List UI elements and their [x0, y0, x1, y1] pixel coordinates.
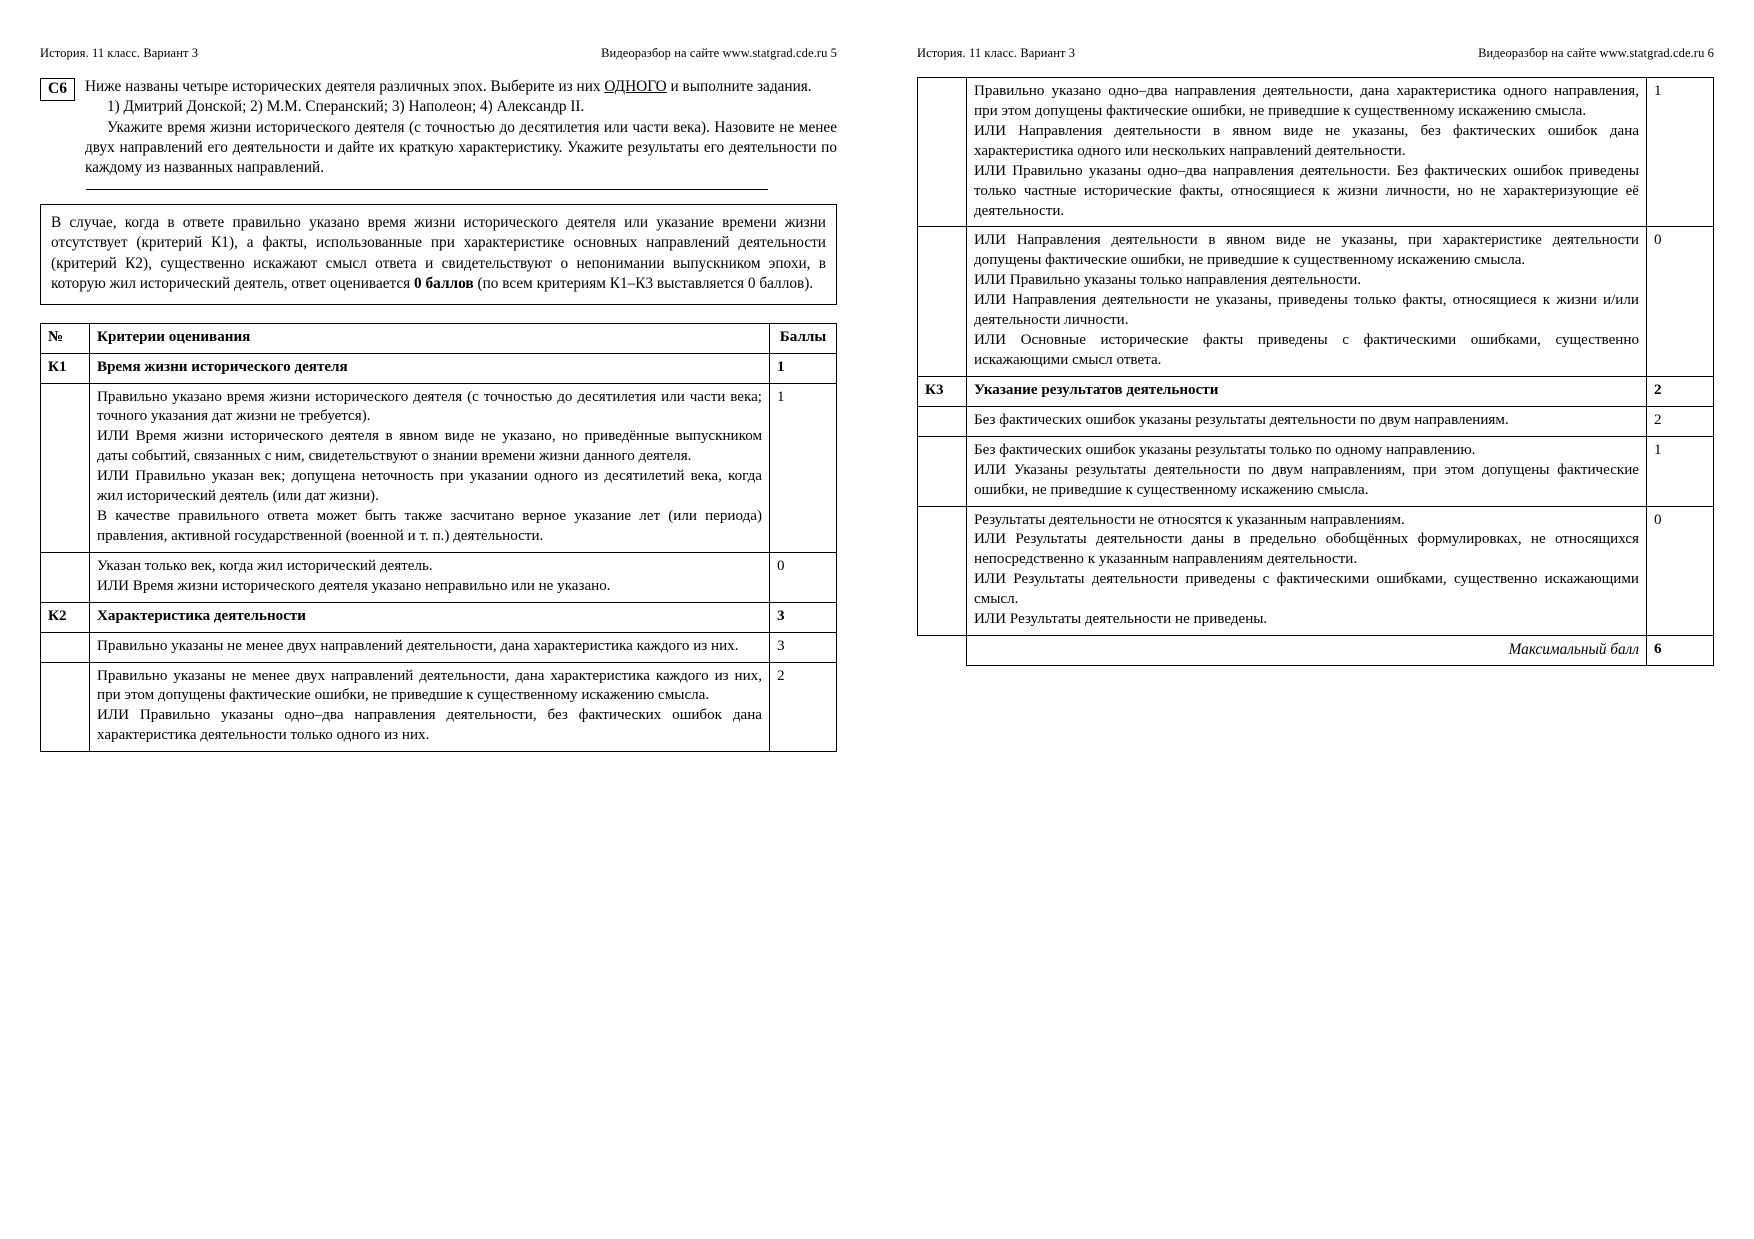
- scoring-note-box: [40, 204, 837, 305]
- table-row: [41, 662, 837, 752]
- row-text-line: Без фактических ошибок указаны результаты только по одному направлению.: [974, 441, 1476, 458]
- row-text-line: ИЛИ Правильно указаны одно–два направления деятельности. Без фактических ошибок приведены только частные исторические факты, относящиеся к жизни личности, но не характеризующие её деятельности.: [974, 162, 1639, 219]
- row-text-line: ИЛИ Направления деятельности в явном виде не указаны, при характеристике деятельности допущены фактические ошибки, не приведшие к существенному искажению смысла.: [974, 232, 1639, 269]
- table-header-row: [41, 323, 837, 353]
- row-text: [967, 406, 1647, 436]
- row-num-k2: К2: [41, 602, 90, 632]
- row-score: 3: [770, 632, 837, 662]
- row-text: [967, 227, 1647, 376]
- task-block: [40, 77, 837, 179]
- running-head-left: [40, 46, 837, 61]
- task-divider-rule: [86, 189, 768, 190]
- row-text: [967, 436, 1647, 506]
- table-row: [918, 406, 1714, 436]
- row-score: 2: [770, 662, 837, 752]
- task-line-2: 1) Дмитрий Донской; 2) М.М. Сперанский; 3) Наполеон; 4) Александр II.: [106, 98, 585, 116]
- table-row-k1-title: [41, 353, 837, 383]
- table-row: [41, 552, 837, 602]
- max-score-label: Максимальный балл: [967, 636, 1647, 666]
- row-text: [90, 632, 770, 662]
- row-title-k2: Характеристика деятельности: [90, 602, 770, 632]
- row-num-empty: [918, 506, 967, 636]
- row-text-line: Результаты деятельности не относятся к указанным направлениям.: [974, 511, 1405, 528]
- row-text-line: ИЛИ Время жизни исторического деятеля указано неправильно или не указано.: [97, 577, 611, 594]
- max-score-value: 6: [1647, 636, 1714, 666]
- scoring-note-text: В случае, когда в ответе правильно указано время жизни исторического деятеля или указание времени жизни отсутствует (критерий К1), а факты, использованные при характеристике основных направлений деятельности (критерий К2), существенно искажают смысл ответа и свидетельствуют о непонимании выпускником эпохи, в которую жил исторический деятель, ответ оценивается 0 баллов (по всем критериям К1–К3 выставляется 0 баллов).: [51, 213, 826, 293]
- row-num-empty: [918, 78, 967, 227]
- criteria-table-left: [40, 323, 837, 753]
- task-code-badge: С6: [40, 78, 75, 101]
- table-row-max-score: [918, 636, 1714, 666]
- row-num-empty: [41, 552, 90, 602]
- row-score: 1: [770, 383, 837, 552]
- row-text-line: ИЛИ Результаты деятельности не приведены.: [974, 611, 1268, 628]
- row-text-line: ИЛИ Время жизни исторического деятеля в явном виде не указано, но приведённые выпускником даты событий, связанных с ним, свидетельствуют о знании времени жизни данного деятеля.: [97, 428, 762, 465]
- row-num-empty: [918, 227, 967, 376]
- row-text-line: Без фактических ошибок указаны результаты деятельности по двум направлениям.: [974, 411, 1509, 428]
- task-text: [85, 77, 837, 179]
- criteria-table-right: [917, 77, 1714, 666]
- row-score: 0: [1647, 506, 1714, 636]
- row-text: [90, 383, 770, 552]
- running-head-right-text: Видеоразбор на сайте www.statgrad.cde.ru 6: [1478, 46, 1714, 60]
- row-num-k1: К1: [41, 353, 90, 383]
- row-num-k3: К3: [918, 376, 967, 406]
- row-text-line: ИЛИ Результаты деятельности приведены с фактическими ошибками, существенно искажающими смысл.: [974, 571, 1639, 608]
- header-criteria: Критерии оценивания: [90, 323, 770, 353]
- table-row: [918, 78, 1714, 227]
- row-text-line: ИЛИ Правильно указан век; допущена неточность при указании одного из десятилетий века, когда жил исторический деятель (или дат жизни).: [97, 468, 762, 505]
- table-row: [41, 383, 837, 552]
- row-num-empty: [918, 406, 967, 436]
- row-text: [90, 662, 770, 752]
- page-right: [877, 0, 1754, 1239]
- table-row: [918, 506, 1714, 636]
- row-text-line: Правильно указаны не менее двух направлений деятельности, дана характеристика каждого из них.: [97, 637, 739, 654]
- row-score-k3: 2: [1647, 376, 1714, 406]
- row-text-line: Указан только век, когда жил исторический деятель.: [97, 557, 433, 574]
- table-row: [41, 632, 837, 662]
- row-score: 1: [1647, 436, 1714, 506]
- row-title-k3: Указание результатов деятельности: [967, 376, 1647, 406]
- row-num-empty: [41, 383, 90, 552]
- row-text-line: ИЛИ Правильно указаны одно–два направления деятельности, без фактических ошибок дана характеристика деятельности только одного из них.: [97, 707, 762, 744]
- row-title-k1: Время жизни исторического деятеля: [90, 353, 770, 383]
- row-text-line: Правильно указаны не менее двух направлений деятельности, дана характеристика каждого из них, при этом допущены фактические ошибки, не приведшие к существенному искажению смысла.: [97, 667, 762, 704]
- running-head-left-text: История. 11 класс. Вариант 3: [40, 46, 199, 60]
- table-row: [918, 227, 1714, 376]
- row-score: 0: [1647, 227, 1714, 376]
- header-score: Баллы: [770, 323, 837, 353]
- row-text: [90, 552, 770, 602]
- row-score-k2: 3: [770, 602, 837, 632]
- row-num-empty: [41, 632, 90, 662]
- row-text-line: ИЛИ Направления деятельности в явном виде не указаны, без фактических ошибок дана характеристика одного или нескольких направлений деятельности.: [974, 122, 1639, 159]
- row-score: 1: [1647, 78, 1714, 227]
- task-underlined-word: ОДНОГО: [604, 78, 667, 95]
- task-line-3: Укажите время жизни исторического деятеля (с точностью до десятилетия или части века). Назовите не менее двух направлений его деятельности и дайте их краткую характеристику. Укажите результаты его деятельности по каждому из названных направлений.: [84, 118, 837, 177]
- row-num-empty: [41, 662, 90, 752]
- row-text-line: ИЛИ Результаты деятельности даны в предельно обобщённых формулировках, не относящихся непосредственно к указанным направлениям деятельности.: [974, 531, 1639, 568]
- running-head-right-text: Видеоразбор на сайте www.statgrad.cde.ru 5: [601, 46, 837, 60]
- row-text-line: ИЛИ Направления деятельности не указаны, приведены только факты, относящиеся к жизни и/или деятельности личности.: [974, 292, 1639, 329]
- header-num: №: [41, 323, 90, 353]
- table-row-k3-title: [918, 376, 1714, 406]
- table-row-k2-title: [41, 602, 837, 632]
- row-text-line: В качестве правильного ответа может быть также засчитано верное указание лет (или периода) правления, активной государственной (военной и т. п.) деятельности.: [97, 508, 762, 544]
- running-head-right: [917, 46, 1714, 61]
- row-text: [967, 506, 1647, 636]
- row-score: 2: [1647, 406, 1714, 436]
- row-text-line: ИЛИ Указаны результаты деятельности по двум направлениям, при этом допущены фактические ошибки, не приведшие к существенному искажению смысла.: [974, 461, 1639, 498]
- row-text: [967, 78, 1647, 227]
- row-text-line: ИЛИ Правильно указаны только направления деятельности.: [974, 272, 1362, 289]
- task-line-1: Ниже названы четыре исторических деятеля различных эпох. Выберите из них ОДНОГО и выполните задания.: [84, 78, 812, 95]
- row-score-k1: 1: [770, 353, 837, 383]
- row-score: 0: [770, 552, 837, 602]
- row-text-line: Правильно указано одно–два направления деятельности, дана характеристика одного направления, при этом допущены фактические ошибки, не приведшие к существенному искажению смысла.: [974, 83, 1639, 119]
- row-num-empty: [918, 436, 967, 506]
- row-text-line: Правильно указано время жизни исторического деятеля (с точностью до десятилетия или части века; точного указания дат жизни не требуется).: [97, 388, 762, 425]
- running-head-left-text: История. 11 класс. Вариант 3: [917, 46, 1076, 60]
- table-row: [918, 436, 1714, 506]
- row-text-line: ИЛИ Основные исторические факты приведены с фактическими ошибками, существенно искажающими смысл ответа.: [974, 332, 1639, 368]
- row-num-empty: [918, 636, 967, 666]
